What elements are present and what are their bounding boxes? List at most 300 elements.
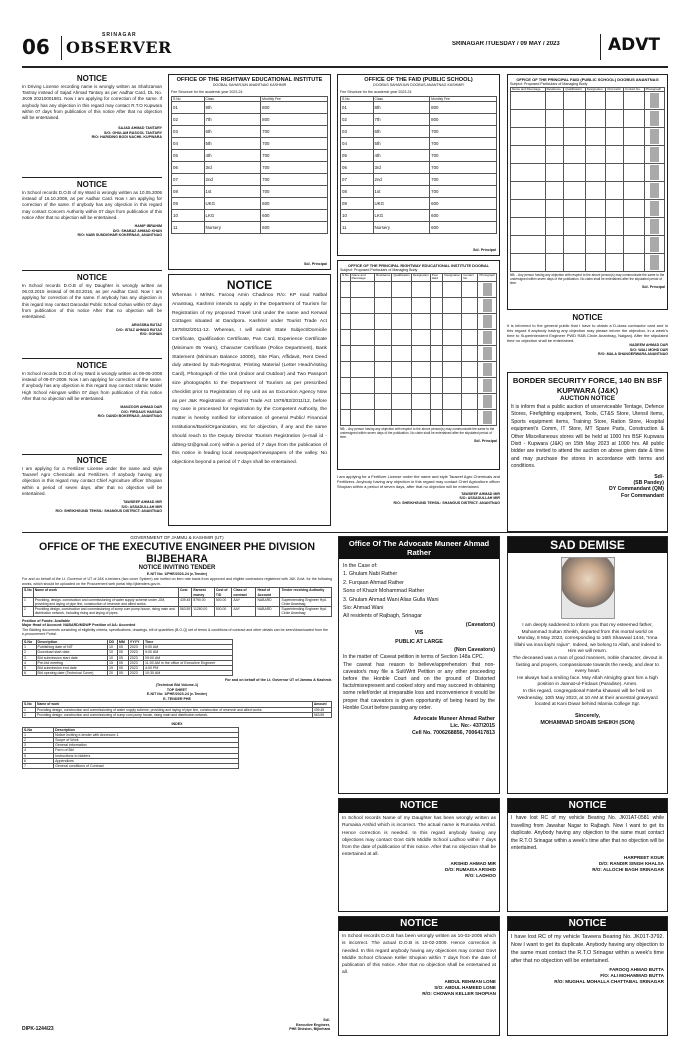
fee-row — [172, 126, 328, 138]
table-header: S.No — [23, 639, 37, 644]
bsf-sig-rank: DY Commandant (QM) — [609, 486, 664, 493]
notice-body: In School records D.O.B of my Ward is wrongly written as 10.05.2006 instead of 16.10.2008, as per Aadhar Card. Now I am applying for correction of the same. If anybody has any objection in this regard may contact Concern Authority within 07 days from publication of this notice After that no objection will be entertained. — [22, 190, 162, 220]
table-header: Earnest money — [192, 588, 215, 597]
managing-subject: Subject: Proposed Particulars of Managing Body — [340, 268, 418, 272]
table-cell: 05 — [117, 660, 128, 665]
notice-signatory-parent: D/O: RUMAISA ARSHID — [445, 866, 496, 872]
managing-row — [341, 393, 497, 409]
managing-cell — [443, 313, 462, 329]
managing-cell — [545, 92, 564, 110]
managing-cell — [392, 297, 412, 313]
managing-cell — [462, 393, 478, 409]
table-cell: NABARD — [256, 597, 280, 606]
notice-signatory-parent: S/O: WALI MOHD DAR — [629, 347, 668, 352]
managing-cell — [545, 110, 564, 128]
divider — [22, 532, 668, 533]
fee-cell: 01 — [341, 102, 374, 114]
managing-row — [341, 281, 497, 297]
tender-works-table — [22, 587, 332, 616]
managing-cell — [564, 182, 585, 200]
table-cell: 4:00 PM — [144, 665, 233, 670]
table-cell: 11:00 AM in the office of Executive Engineer — [144, 660, 233, 665]
managing-cell — [585, 218, 606, 236]
fee-cell: 08 — [172, 186, 205, 198]
managing-cell — [375, 329, 392, 345]
managing-cell — [350, 313, 374, 329]
managing-cell — [443, 377, 462, 393]
managing-cell — [375, 313, 392, 329]
managing-signatory: Sd/- Principal — [474, 438, 497, 443]
notice-signatory-address: R/O: CHOWAN KELLER SHOPIAN — [422, 990, 496, 996]
table-row — [23, 607, 332, 616]
table-cell: 10:30 AM — [144, 671, 233, 676]
table-cell: 10 — [107, 645, 117, 650]
table-cell: 500.00 — [214, 607, 232, 616]
advocate-body: The caveat has reason to believe/apprehension that non-caveator/s may file a Suit/Writ Petition or any other proceeding before the Honble Court and on the ground of Distorted facts/misrepresent and cooked story and may succeed in obtaining some relief/order at irreparable loss and inconvenience it would be proper that caveators is given opportunity of being heard by the Honble Court before passing any order. — [343, 661, 495, 711]
managing-cell — [462, 281, 478, 297]
fee-row — [341, 186, 497, 198]
fee-cell: 700 — [430, 138, 497, 150]
table-cell: 2023 — [128, 665, 143, 670]
advocate-parties — [343, 570, 495, 620]
managing-cell — [644, 200, 664, 218]
notice-body: I have lost RC of my vehicle Taveera Bearing No. JK01T-3792. Now I want to get its duplicate. Anybody having any objection to the same must contact the R.T.O Srinagar within a week's time after that no objection will be entertained. — [511, 934, 664, 964]
fee-row — [172, 210, 328, 222]
managing-cell — [624, 164, 645, 182]
table-cell: General conditions of Contract — [54, 763, 239, 768]
managing-cell — [462, 361, 478, 377]
managing-cell — [341, 393, 351, 409]
managing-row — [341, 329, 497, 345]
managing-cell — [430, 281, 443, 297]
managing-cell — [564, 146, 585, 164]
managing-cell — [545, 254, 564, 272]
table-cell: Superintending Engineer Hyd. Circle Anantnag — [280, 607, 332, 616]
managing-cell — [545, 128, 564, 146]
fee-cell: 7th — [373, 114, 430, 126]
managing-cell — [350, 281, 374, 297]
bsf-body: It is inform that a public auction of unserviceable Tentage, Defence Stores, Firefighting equipment, Tools, CT&S Store, Utensil items, Sports equipment items, Training Store, Ration Store, Hospital equipment's Comm, IT Store, MT Spare Parts, Construction & Other Miscellaneous stores will be held at 1000 hrs BSF Kupwara Distt - Kupwara (J&K) on 15th May 2023 at 1000 hrs. All public bidder are invited to attend the auction on above given date & time and may purchase the stores in accordance with terms and conditions. — [511, 404, 664, 470]
member-photo — [650, 147, 659, 162]
managing-cell — [341, 345, 351, 361]
managing-cell — [606, 146, 624, 164]
managing-cell — [462, 409, 478, 425]
notice-body: I am applying for a Fertilizer License under the name and style Tauseef Agro Chemicals and Fertilizers. If anybody having any objection in this regard may contact Chief Agriculture officer Shopian within a period of seven days, after that no objection will be entertained. — [22, 466, 162, 496]
fee-cell: 700 — [261, 174, 328, 186]
notice-title: NOTICE — [572, 313, 603, 322]
fee-cell: 6th — [373, 126, 430, 138]
advocate-matter: In the matter of: Caveat petition in terms of Section 148a CPC. — [343, 654, 484, 661]
fee-cell: 3rd — [204, 162, 261, 174]
fee-col-sno: S.No — [341, 97, 374, 102]
managing-cell — [478, 313, 497, 329]
table-cell: 05 — [117, 650, 128, 655]
fee-office-title: OFFICE OF THE FAID (PUBLIC SCHOOL) — [364, 77, 473, 83]
table-cell: 2023 — [128, 655, 143, 660]
table-cell: 1 — [23, 645, 37, 650]
fee-cell: 800 — [261, 102, 328, 114]
bsf-sig: Sd/- — [654, 473, 664, 480]
managing-cell — [478, 361, 497, 377]
fee-academic-year: Fee Structure for the academic year 2023-24 — [340, 89, 412, 94]
fee-row — [172, 150, 328, 162]
advocate-caveators: (Caveators) — [465, 621, 495, 628]
managing-col-header: Post Held — [430, 273, 443, 281]
managing-table — [340, 273, 497, 426]
managing-col-header: Designation — [443, 273, 462, 281]
managing-note: NB: - Any person having any objection with respect to the above person(s) may communicate the same to the undersigned within seven days of the publication. No claim shall be entertained after the stipulated period of time. — [340, 426, 495, 439]
managing-cell — [564, 128, 585, 146]
fee-row — [341, 102, 497, 114]
member-photo — [483, 379, 492, 392]
divider — [22, 270, 162, 271]
managing-cell — [545, 146, 564, 164]
fee-col-class: Class — [204, 97, 261, 102]
table-cell: 15 — [107, 660, 117, 665]
managing-row — [511, 182, 665, 200]
dateline: SRINAGAR /TUESDAY / 09 MAY / 2023 — [452, 41, 560, 47]
fee-cell: 07 — [341, 174, 374, 186]
managing-cell — [478, 297, 497, 313]
managing-cell — [350, 377, 374, 393]
demise-body-4: In this regard, congregational Fateha khawani will be held on Wednesday, 10th May 2023, at 10 AM at their ancestral graveyard located at Kani Diwar behind Islamia College Sgr. — [517, 688, 658, 708]
tender-tech-ref: E-NIT No: 1/PHE/2023-24 (e-Tender) — [146, 692, 208, 697]
member-photo — [650, 129, 659, 144]
tender-head: Major Head of Account: NABARD/MDWP Position of AA: Accorded — [22, 623, 136, 628]
table-cell: 563.59 — [178, 607, 191, 616]
managing-cell — [511, 218, 546, 236]
managing-col-header: Name and Parentage — [511, 87, 546, 92]
fee-cell: 700 — [261, 162, 328, 174]
managing-cell — [392, 409, 412, 425]
sad-demise-notice — [507, 536, 668, 794]
table-cell: 2023 — [128, 660, 143, 665]
tourism-registration-notice — [168, 274, 331, 526]
managing-col-header: Designation — [585, 87, 606, 92]
tender-top-sheet: TOP SHEET — [166, 687, 188, 692]
fee-row — [172, 174, 328, 186]
managing-cell — [341, 409, 351, 425]
managing-cell — [564, 164, 585, 182]
fee-cell: 800 — [261, 114, 328, 126]
managing-cell — [478, 329, 497, 345]
managing-cell — [585, 254, 606, 272]
managing-cell — [462, 297, 478, 313]
notice-body: In School records D.O.B of my Ward is wrongly written as 08-06-2008 instead of 09-07-2009. Now I am applying for correction of the same. If anybody has any objection in this regard may contact Islamic Model High School Akingam within 07 days from publication of this notice After that no objection will be entertained. — [22, 371, 162, 401]
table-cell: 2023 — [128, 645, 143, 650]
notice-signatory: MANZOOR AHMAD DAR — [120, 405, 162, 410]
managing-cell — [375, 393, 392, 409]
notice-body: I have lost RC of my vehicle Bearing No. JK01AT-0581 while travelling from Jawahar Nagar to Rajbagh. Now I want to get its duplicate. Anybody having any objection to the same must contact the R.T.O Srinagar within a week's time after that no objection will be entertained. — [511, 815, 664, 852]
notice-signatory-parent: S/O: ABDUL HAMEED LONE — [434, 984, 496, 990]
page-number: 06 — [22, 35, 50, 59]
managing-cell — [392, 393, 412, 409]
notice-signatory: ABDUL REHMAN LONE — [444, 978, 496, 984]
notice-signatory-address: R/O: MALA SHANGERWARA ANANTNAG — [597, 352, 668, 357]
notice-title: NOTICE — [76, 180, 108, 189]
tender-subtitle: NOTICE INVITING TENDER — [138, 564, 216, 571]
table-cell: Pre-bid meeting — [36, 660, 107, 665]
table-cell: 1 — [23, 597, 34, 606]
notice-lost-rc-2 — [507, 916, 668, 1036]
fee-cell: LKG — [204, 210, 261, 222]
notice-signatory: NADEEM AHMAD DAR — [629, 343, 668, 347]
tender-sig: Sd/- — [323, 1018, 330, 1023]
fee-cell: 2nd — [204, 174, 261, 186]
managing-row — [511, 128, 665, 146]
notice-title: NOTICE — [76, 74, 108, 83]
notice-lost-rc-1 — [507, 798, 668, 912]
managing-body-rightway — [337, 260, 500, 470]
table-cell: 8790.00 — [192, 597, 215, 606]
table-cell: 439.45 — [178, 597, 191, 606]
fee-cell: 600 — [430, 198, 497, 210]
advocate-non-caveators: (Non Caveators) — [454, 647, 495, 654]
member-photo — [650, 237, 659, 252]
notice-body: Whereas I Mr/Ms. Farooq Amin Chadinoo R/o: KP road Nalbal Anantnag, Kashmir intends to apply in the Department of Tourism for Registration of my proposed Travel Unit under the name and Kenwal Cottages situated at Dandpora. Kashmir under Tourist Trade Act 1978/82/2011-12. Whereas, I will submit State Subject/Domicile Certificate, Qualification Certificate, Pan Card, Experience Certificate (Minimum 05 Years), Character Certificate (Police Department), Bank Statement (Minimum Balance 10000), Site Plan, Affidavit, Rent Deed duly attested by Sub-Registrar, Printing Material (Letter Head/Visiting Card), Photograph of the Unit (Indoor and Outdoor) and Two Passport size photographs to the Department of Tourism as per prescribed checklist prior to Registration of my unit as an Excursion Agency Now as per J&K Registration of Tourist Trade Act 1978/82/2011/12, before my case is processed for registration by the Competent Authority, the matter is hereby notified for information of general Public/ Financial Institutions/Bank/Organization, etc for objection, if any and the same should reach to the Deputy Director Tourism Registration (e-mail id -ddtreg-t2@gmail.com) within a period of 7 days from the publication of this notice in leading local newspaper/newspapers of the valley. No objections beyond a period of 7 days shall be entertained. — [172, 293, 327, 466]
notice-signatory-address: R/O: LADHOO — [465, 872, 496, 878]
managing-row — [341, 377, 497, 393]
fee-cell: UKG — [204, 198, 261, 210]
table-header: Class of contract — [232, 588, 256, 597]
fee-cell: 600 — [261, 210, 328, 222]
fee-cell: 1st — [204, 186, 261, 198]
fee-col-sno: S.No — [172, 97, 205, 102]
managing-cell — [511, 182, 546, 200]
table-cell: 2 — [23, 712, 36, 717]
table-cell: NABARD — [256, 607, 280, 616]
advocate-party: 3. Ghulam Ahmad Wani Alias Gulla Wani — [343, 596, 439, 603]
brand-logo: OBSERVER — [66, 38, 172, 57]
table-header: S.No — [23, 702, 36, 707]
table-cell: Publishing date of NIT — [36, 645, 107, 650]
managing-cell — [375, 409, 392, 425]
fee-cell: 07 — [172, 174, 205, 186]
managing-cell — [430, 377, 443, 393]
demise-sig: Sincerely, — [574, 712, 601, 719]
table-header: S.No — [23, 588, 34, 597]
notice-school-dob-1 — [22, 180, 162, 266]
managing-col-header: Residence — [545, 87, 564, 92]
fee-cell: 800 — [430, 114, 497, 126]
fee-cell: 700 — [430, 174, 497, 186]
fee-row — [341, 210, 497, 222]
notice-title: NOTICE — [226, 278, 273, 292]
managing-col-header: Contact No. — [624, 87, 645, 92]
table-cell: Form of Bid — [54, 748, 239, 753]
bsf-subtitle: AUCTION NOTICE — [559, 395, 616, 402]
managing-cell — [644, 92, 664, 110]
fee-row — [341, 162, 497, 174]
managing-col-header: Photograph — [644, 87, 664, 92]
fee-cell: 11 — [341, 222, 374, 234]
fee-signatory: Sd/- Principal — [473, 248, 496, 253]
managing-cell — [564, 236, 585, 254]
fee-cell: 4th — [204, 150, 261, 162]
table-cell: Providing, design, construction and commissioning of water supply scheme under JJM, providing and laying of pipe line, construction of reservoir and allied works. — [33, 597, 178, 606]
notice-title: NOTICE — [508, 917, 667, 931]
managing-cell — [624, 182, 645, 200]
tender-ref: E-NIT No: 1/PHE/2023-24 (e-Tender) — [146, 571, 208, 576]
managing-cell — [430, 297, 443, 313]
table-header: Cost — [178, 588, 191, 597]
notice-signatory-parent: D/O: SHABAZ AHMAD KHAN — [112, 228, 162, 233]
notice-signatory-address: R/O: DANDI BOKERNAG, ANANTNAG — [97, 414, 162, 419]
table-cell: 1 — [23, 732, 54, 737]
fee-row — [341, 126, 497, 138]
managing-cell — [375, 377, 392, 393]
managing-cell — [606, 182, 624, 200]
table-row — [23, 671, 233, 676]
managing-note: NB: - Any person having any objection with respect to the above person(s) may communicate the same to the undersigned within seven days of the publication. No claim shall be entertained after the stipulated period of time. — [510, 273, 665, 286]
managing-signatory: Sd/- Principal — [642, 285, 665, 290]
managing-cell — [585, 182, 606, 200]
fee-cell: 04 — [172, 138, 205, 150]
table-cell: 6 — [23, 671, 37, 676]
bsf-title: BORDER SECURITY FORCE, 140 BN BSF KUPWARA (J&K) — [512, 376, 663, 395]
notice-signatory-parent: D/O: FIRDAUS HASSAN — [121, 409, 162, 414]
tender-sig-designation: Executive Engineer, — [296, 1022, 330, 1027]
table-cell: 5 — [23, 665, 37, 670]
managing-cell — [341, 281, 351, 297]
managing-row — [511, 200, 665, 218]
notice-signatory: ARUSSBA BUTAZ — [131, 323, 162, 328]
managing-cell — [350, 393, 374, 409]
managing-cell — [644, 218, 664, 236]
managing-cell — [564, 218, 585, 236]
member-photo — [650, 219, 659, 234]
table-cell: 05 — [117, 645, 128, 650]
table-cell: AAY — [232, 607, 256, 616]
fee-cell: 600 — [261, 222, 328, 234]
notice-signatory: TAWSEEF AHMAD MIR — [123, 500, 162, 505]
notice-signatory-parent: F/O: ALI MOHAMMAD BUTTA — [600, 973, 664, 978]
managing-cell — [644, 164, 664, 182]
fee-cell: 700 — [430, 126, 497, 138]
managing-col-header: Name and Parentage — [350, 273, 374, 281]
fee-cell: 08 — [341, 186, 374, 198]
table-cell: Appendices — [54, 758, 239, 763]
fee-cell: 5th — [373, 138, 430, 150]
managing-cell — [443, 361, 462, 377]
tender-schedule-table — [22, 639, 233, 676]
fee-cell: 4th — [373, 150, 430, 162]
fee-cell: 10 — [341, 210, 374, 222]
notice-driving-license — [22, 74, 162, 174]
managing-row — [511, 110, 665, 128]
fee-cell: 700 — [261, 126, 328, 138]
fee-cell: 7th — [204, 114, 261, 126]
managing-cell — [462, 313, 478, 329]
managing-cell — [564, 110, 585, 128]
divider — [22, 177, 162, 178]
notice-body: I am applying for a Fertilizer License under the name and style Tauseef Agro Chemicals and Fertilizers. Anybody having any objection in this regard may contact Chief Agriculture officer Shopian within a period of seven days, after that no objection will be entertained. — [337, 474, 500, 490]
fee-cell: LKG — [373, 210, 430, 222]
managing-cell — [545, 236, 564, 254]
notice-title: NOTICE — [339, 917, 499, 931]
managing-cell — [564, 92, 585, 110]
fee-cell: 700 — [261, 138, 328, 150]
fee-row — [172, 222, 328, 234]
divider — [22, 358, 162, 359]
fee-cell: 700 — [430, 186, 497, 198]
demise-body-2: The deceased was a man of good manners, noble character, devout in fasting and prayers, compassionate towards the needy, and dear to every heart. — [512, 655, 663, 675]
advocate-party: Sons of Khazir Mohammad Rather — [343, 588, 425, 595]
fee-cell: 600 — [261, 198, 328, 210]
fee-row — [341, 138, 497, 150]
member-photo — [650, 255, 659, 270]
managing-cell — [545, 164, 564, 182]
managing-cell — [585, 200, 606, 218]
managing-cell — [644, 236, 664, 254]
table-cell: Providing design, construction and commissioning of water supply scheme, providing and laying of pipe line, construction of reservoir and allied works. — [36, 707, 313, 712]
managing-cell — [545, 182, 564, 200]
table-cell: 3 — [23, 743, 54, 748]
managing-cell — [644, 254, 664, 272]
managing-cell — [624, 200, 645, 218]
member-photo — [483, 411, 492, 424]
advocate-license: Lic. No:- 437/2015 — [450, 723, 495, 730]
fee-cell: Nursery — [373, 222, 430, 234]
managing-cell — [624, 92, 645, 110]
table-cell: Scope of Work — [54, 737, 239, 742]
table-header: Cost of T/D — [214, 588, 232, 597]
fee-cell: 03 — [172, 126, 205, 138]
table-cell: 10 — [107, 650, 117, 655]
divider — [61, 36, 62, 60]
managing-cell — [606, 128, 624, 146]
table-header: Time — [144, 639, 233, 644]
tender-behalf: For and on behalf of the Lt. Governor UT of Jammu & Kashmir. — [224, 678, 332, 683]
managing-cell — [606, 164, 624, 182]
managing-cell — [430, 345, 443, 361]
fee-cell: 02 — [172, 114, 205, 126]
managing-row — [511, 146, 665, 164]
managing-row — [341, 409, 497, 425]
fee-row — [172, 138, 328, 150]
notice-signatory-address: R/O: MUGHAL MOHALLA CHATTABAL SRINAGAR — [554, 979, 664, 984]
managing-cell — [375, 361, 392, 377]
member-photo — [483, 395, 492, 408]
table-cell: 20 — [107, 671, 117, 676]
table-header: YYYY — [128, 639, 143, 644]
fee-row — [172, 186, 328, 198]
member-photo — [650, 183, 659, 198]
managing-cell — [511, 146, 546, 164]
managing-row — [511, 218, 665, 236]
managing-cell — [606, 200, 624, 218]
notice-signatory-address: R/O: SHEIKHGUND TEHSIL: SHANGUS DISTRICT: ANANTNAG — [393, 500, 500, 505]
fee-cell: 600 — [430, 210, 497, 222]
table-header: Head of Account — [256, 588, 280, 597]
table-header: MM — [117, 639, 128, 644]
member-photo — [650, 111, 659, 126]
managing-cell — [392, 377, 412, 393]
notice-signatory-parent: S/O: GHULAM RASOOL TANTARY — [104, 130, 162, 135]
table-cell: 2 — [23, 650, 37, 655]
table-header: Name of work — [36, 702, 313, 707]
fee-cell: 1st — [373, 186, 430, 198]
advocate-title: Office Of The Advocate Muneer Ahmad Rather — [339, 537, 499, 559]
fee-office-title: OFFICE OF THE RIGHTWAY EDUCATIONAL INSTITUTE — [176, 77, 323, 83]
table-cell: 4 — [23, 660, 37, 665]
fee-cell: 05 — [172, 150, 205, 162]
notice-signatory-address: R/O: HARIDING BODI NACHIL KUPWARA — [91, 135, 162, 140]
table-cell: 9:00 AM — [144, 650, 233, 655]
table-cell: AAY — [232, 597, 256, 606]
managing-cell — [585, 146, 606, 164]
managing-cell — [430, 361, 443, 377]
